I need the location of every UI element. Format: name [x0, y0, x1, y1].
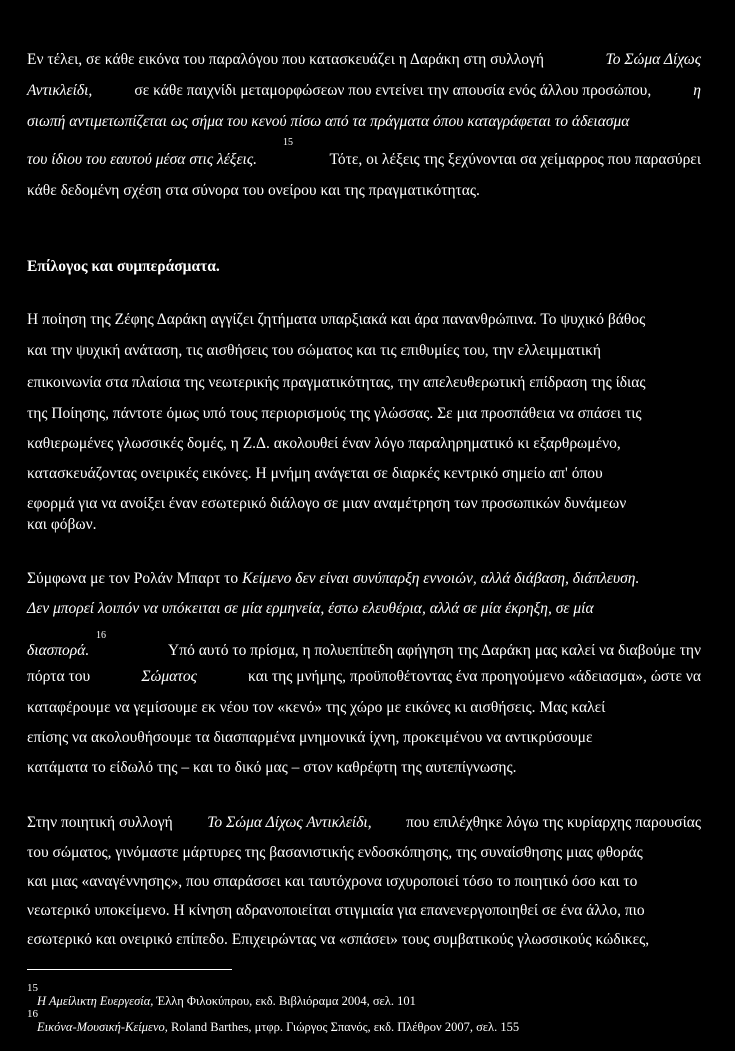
text-run: σε κάθε παιχνίδι μεταμορφώσεων που εντείνει την απουσία ενός άλλου προσώπου, — [134, 82, 652, 99]
paragraph-3-line-2 — [27, 599, 701, 619]
footnote-number: 16 — [27, 1008, 38, 1020]
paragraph-3-line-1 — [27, 569, 701, 589]
footnote-15 — [37, 993, 416, 1009]
paragraph-2-line — [27, 434, 701, 454]
text-run: εσωτερικό και ονειρικό επίπεδο. Επιχειρώντας να «σπάσει» τους συμβατικούς γλωσσικούς κώδικες, — [27, 931, 650, 948]
text-run: του σώματος, γινόμαστε μάρτυρες της βασανιστικής ενδοσκόπησης, της συναίσθησης μιας φθοράς — [27, 844, 643, 861]
text-run: καταφέρουμε να γεμίσουμε εκ νέου τον «κενό» της χώρο με εικόνες κι αισθήσεις. Μας καλεί — [27, 699, 606, 716]
text-run: Σύμφωνα με τον Ρολάν Μπαρτ το — [27, 570, 239, 587]
footnote-text: Έλλη Φιλοκύπρου, εκδ. Βιβλιόραμα 2004, σελ. 101 — [156, 994, 416, 1008]
text-run: και φόβων. — [27, 516, 97, 533]
paragraph-2-line — [27, 494, 701, 514]
text-run: και την ψυχική ανάταση, τις αισθήσεις του σώματος και τις επιθυμίες του, την ελλειμματική — [27, 342, 601, 359]
text-run-italic: Κείμενο δεν είναι συνύπαρξη εννοιών, αλλά διάβαση, διάπλευση. — [242, 570, 640, 587]
text-run: καθιερωμένες γλωσσικές δομές, η Ζ.Δ. ακολουθεί έναν λόγο παραληρηματικό κι εξαρθρωμένο, — [27, 435, 621, 452]
footnote-title: Εικόνα-Μουσική-Κείμενο, — [37, 1020, 168, 1034]
paragraph-4-line-1 — [27, 813, 701, 833]
paragraph-2-line — [27, 310, 701, 330]
book-title: Το Σώμα Δίχως — [605, 51, 701, 68]
paragraph-1-line-3 — [27, 112, 701, 132]
text-run: Η ποίηση της Ζέφης Δαράκη αγγίζει ζητήματα υπαρξιακά και άρα πανανθρώπινα. Το ψυχικό βάθος — [27, 311, 646, 328]
footnote-number: 15 — [27, 982, 38, 994]
paragraph-3-line-3 — [27, 641, 701, 661]
paragraph-2-line — [27, 404, 701, 424]
paragraph-2-line — [27, 341, 701, 361]
book-title: Αντικλείδι, — [27, 82, 93, 99]
section-heading — [27, 257, 701, 277]
heading-text: Επίλογος και συμπεράσματα. — [27, 258, 220, 275]
text-run: της Ποίησης, πάντοτε όμως υπό τους περιορισμούς της γλώσσας. Σε μια προσπάθεια να σπάσει τις — [27, 405, 642, 422]
text-run-italic: Δεν μπορεί λοιπόν να υπόκειται σε μία ερμηνεία, έστω ελευθέρια, αλλά σε μία έκρηξη, σε μία — [27, 600, 594, 617]
text-run-italic: Σώματος — [141, 668, 197, 685]
text-run: Υπό αυτό το πρίσμα, η πολυεπίπεδη αφήγηση της Δαράκη μας καλεί να διαβούμε την — [168, 642, 701, 659]
text-run: Εν τέλει, σε κάθε εικόνα του παραλόγου που κατασκευάζει η Δαράκη στη συλλογή — [27, 51, 544, 68]
paragraph-4-line-5 — [27, 930, 701, 950]
text-run: που επιλέχθηκε λόγω της κυρίαρχης παρουσίας — [406, 814, 701, 831]
text-run: κατασκευάζοντας ονειρικές εικόνες. Η μνήμη ανάγεται σε διαρκές κεντρικό σημείο απ' όπου — [27, 465, 603, 482]
text-run: πόρτα του — [27, 668, 91, 685]
footnote-ref-15[interactable]: 15 — [283, 137, 293, 148]
text-run: Στην ποιητική συλλογή — [27, 814, 173, 831]
text-run-italic: σιωπή αντιμετωπίζεται ως σήμα του κενού πίσω από τα πράγματα όπου καταγράφεται το άδειασμα — [27, 113, 630, 130]
footnote-text: Roland Barthes, μτφρ. Γιώργος Σπανός, εκδ. Πλέθρον 2007, σελ. 155 — [171, 1020, 520, 1034]
paragraph-1-line-2 — [27, 81, 701, 101]
footnote-16 — [37, 1019, 519, 1035]
text-run-italic: η — [693, 82, 701, 99]
text-run-italic: του ίδιου του εαυτού μέσα στις λέξεις. — [27, 151, 258, 168]
text-run: κατάματα το είδωλό της – και το δικό μας – στον καθρέφτη της αυτεπίγνωσης. — [27, 759, 517, 776]
footnote-title: Η Αμείλικτη Ευεργεσία, — [37, 994, 154, 1008]
book-title: Το Σώμα Δίχως Αντικλείδι, — [207, 814, 372, 831]
text-run: Τότε, οι λέξεις της ξεχύνονται σα χείμαρρος που παρασύρει — [329, 151, 701, 168]
paragraph-3-line-6 — [27, 728, 701, 748]
text-run: νεωτερικό υποκείμενο. Η κίνηση αδρανοποιείται στιγμιαία για επανενεργοποιηθεί σε ένα άλλο, πιο — [27, 902, 645, 919]
paragraph-1-line-4 — [27, 150, 701, 170]
text-run: και της μνήμης, προϋποθέτοντας ένα προηγούμενο «άδειασμα», ώστε να — [248, 668, 701, 685]
footnote-ref-16[interactable]: 16 — [96, 630, 106, 641]
text-run: κάθε δεδομένη σχέση στα σύνορα του ονείρου και της πραγματικότητας. — [27, 182, 480, 199]
text-run: επίσης να ακολουθήσουμε τα διασπαρμένα μνημονικά ίχνη, προκειμένου να αντικρύσουμε — [27, 729, 593, 746]
text-run: εφορμά για να ανοίξει έναν εσωτερικό διάλογο σε μιαν αναμέτρηση των προσωπικών δυνάμεων — [27, 495, 627, 512]
paragraph-4-line-3 — [27, 872, 701, 892]
paragraph-1-line-5 — [27, 181, 701, 201]
paragraph-1-line-1 — [27, 50, 701, 70]
paragraph-3-line-5 — [27, 698, 701, 718]
footnote-separator — [27, 969, 232, 970]
paragraph-2-line — [27, 515, 701, 535]
paragraph-4-line-2 — [27, 843, 701, 863]
paragraph-4-line-4 — [27, 901, 701, 921]
paragraph-3-line-4 — [27, 667, 701, 687]
paragraph-3-line-7 — [27, 758, 701, 778]
text-run: επικοινωνία στα πλαίσια της νεωτερικής πραγματικότητας, την απελευθερωτική επίδραση της ίδιας — [27, 374, 646, 391]
text-run: και μιας «αναγέννησης», που σπαράσσει και ταυτόχρονα ισχυροποιεί τόσο το ποιητικό όσο και το — [27, 873, 638, 890]
paragraph-2-line — [27, 464, 701, 484]
paragraph-2-line — [27, 373, 701, 393]
text-run-italic: διασπορά. — [27, 642, 90, 659]
